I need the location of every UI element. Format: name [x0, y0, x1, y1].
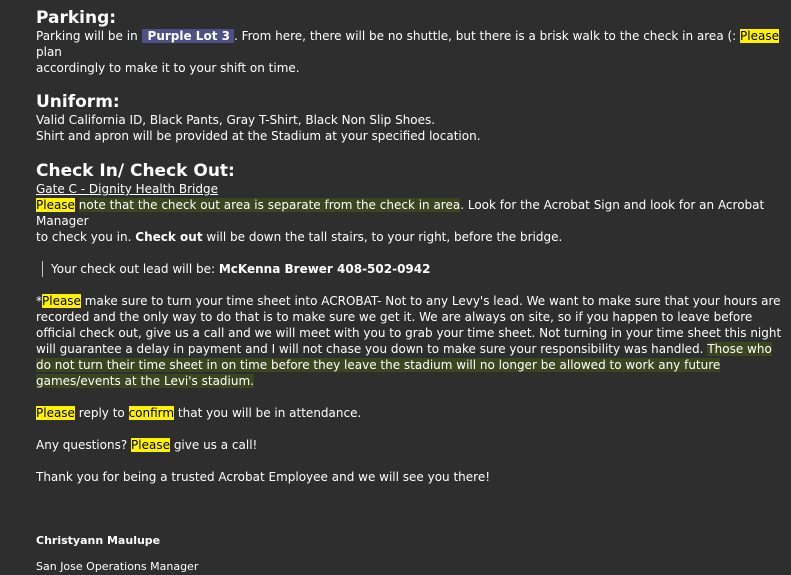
checkin-note-line2-pre: to check you in. [36, 230, 132, 244]
checkin-note-highlight: note that the check out area is separate from the check in area [78, 198, 461, 212]
signature-name: Christyann Maulupe [36, 534, 161, 547]
thanks-paragraph: Thank you for being a trusted Acrobat Employee and we will see you there! [36, 470, 491, 484]
parking-line-pre: Parking will be in [36, 29, 138, 43]
confirm-post: that you will be in attendance. [177, 406, 362, 420]
uniform-text [36, 112, 788, 144]
timesheet-warning-highlight: Those who do not turn their time sheet in on time before they leave the stadium will no longer be allowed to work any future games/events at the Levi's stadium. [36, 342, 772, 388]
parking-line2: accordingly to make it to your shift on time. [36, 61, 300, 75]
checkin-heading: Check In/ Check Out: [36, 161, 235, 181]
confirm-please-highlight: Please [36, 406, 75, 420]
checkin-note-rest: . Look for the Acrobat Sign and look for an Acrobat Manager [36, 198, 765, 228]
confirm-word-highlight: confirm [128, 406, 175, 420]
uniform-line1: Valid California ID, Black Pants, Gray T-Shirt, Black Non Slip Shoes. [36, 113, 436, 127]
checkout-bold-label: Check out [135, 230, 203, 244]
parking-line-mid: . From here, there will be no shuttle, but there is a brisk walk to the check in area (: [233, 29, 737, 43]
confirm-pre: reply to [78, 406, 125, 420]
confirm-paragraph [36, 405, 788, 421]
email-body [36, 8, 788, 575]
uniform-line2: Shirt and apron will be provided at the Stadium at your specified location. [36, 129, 481, 143]
checkin-text [36, 181, 788, 245]
checkin-please-highlight: Please [36, 198, 75, 212]
questions-please-highlight: Please [131, 438, 170, 452]
questions-post: give us a call! [173, 438, 258, 452]
timesheet-text: make sure to turn your time sheet into ACROBAT- Not to any Levy's lead. We want to make sure that your hours are recorded and the only way to do that is to make sure we get it. We are always on site, so if you happen to leave before official check out, give us a call and we will meet with you to grab your time sheet. Not turning in your time sheet this night will guarantee a delay in payment and I will not chase you down to make sure your responsibility was handled. [36, 294, 782, 356]
checkin-note-line2-end: will be down the tall stairs, to your right, before the bridge. [206, 230, 563, 244]
signature-title: San Jose Operations Manager [36, 560, 199, 573]
checkout-lead-quote [42, 261, 788, 277]
parking-heading: Parking: [36, 8, 117, 28]
timesheet-asterisk: * [36, 294, 42, 308]
timesheet-please-highlight: Please [42, 294, 81, 308]
parking-line-end: plan [36, 45, 62, 59]
questions-pre: Any questions? [36, 438, 128, 452]
timesheet-paragraph [36, 293, 788, 389]
parking-lot-label: Purple Lot 3 [142, 29, 234, 43]
parking-please-highlight: Please [740, 29, 779, 43]
questions-paragraph [36, 437, 788, 453]
parking-text [36, 28, 788, 76]
checkout-lead-label: Your check out lead will be: [51, 262, 216, 276]
checkout-lead-value: McKenna Brewer 408-502-0942 [218, 262, 431, 276]
gate-location: Gate C - Dignity Health Bridge [36, 182, 218, 196]
uniform-heading: Uniform: [36, 92, 120, 112]
